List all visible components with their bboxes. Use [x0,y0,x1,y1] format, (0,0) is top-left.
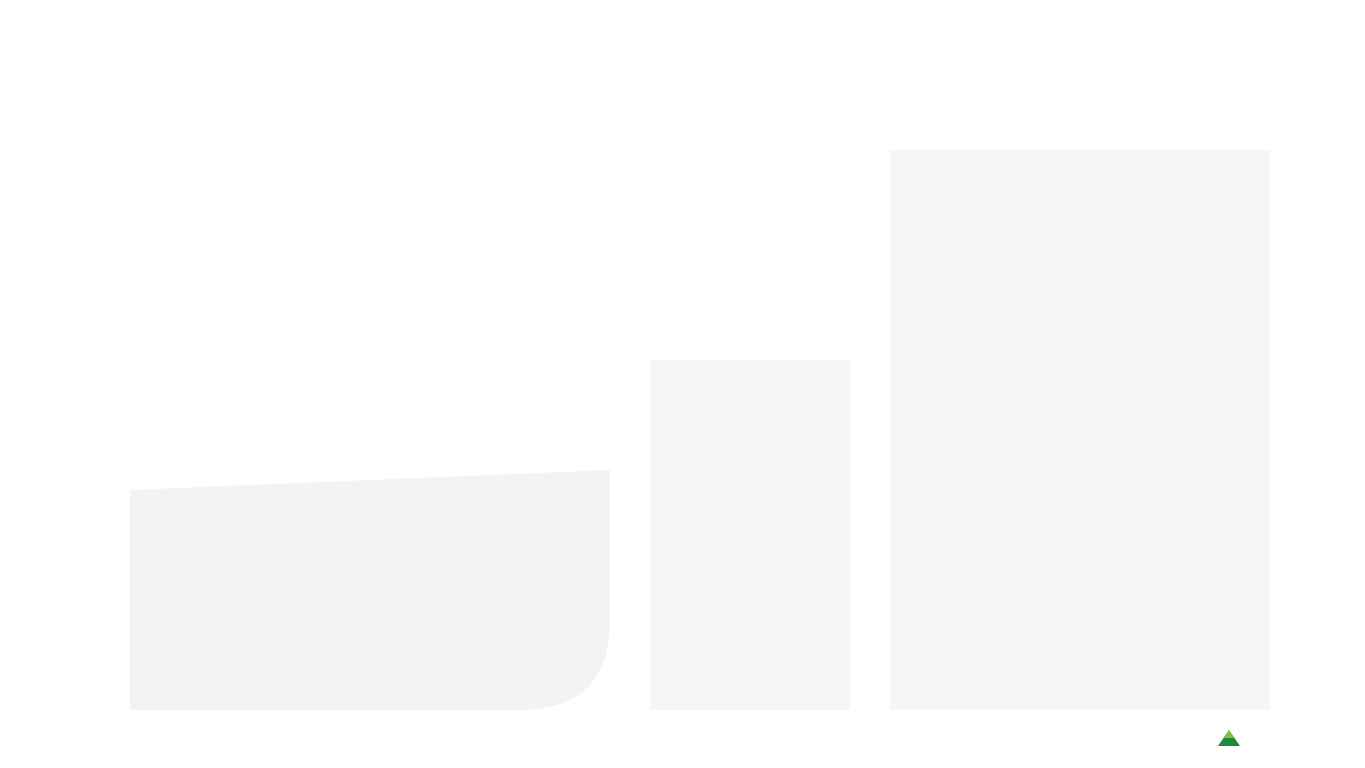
mountain-icon [1218,730,1240,746]
background-watermark [90,150,1270,720]
darling-ingredients-logo [1196,708,1316,746]
